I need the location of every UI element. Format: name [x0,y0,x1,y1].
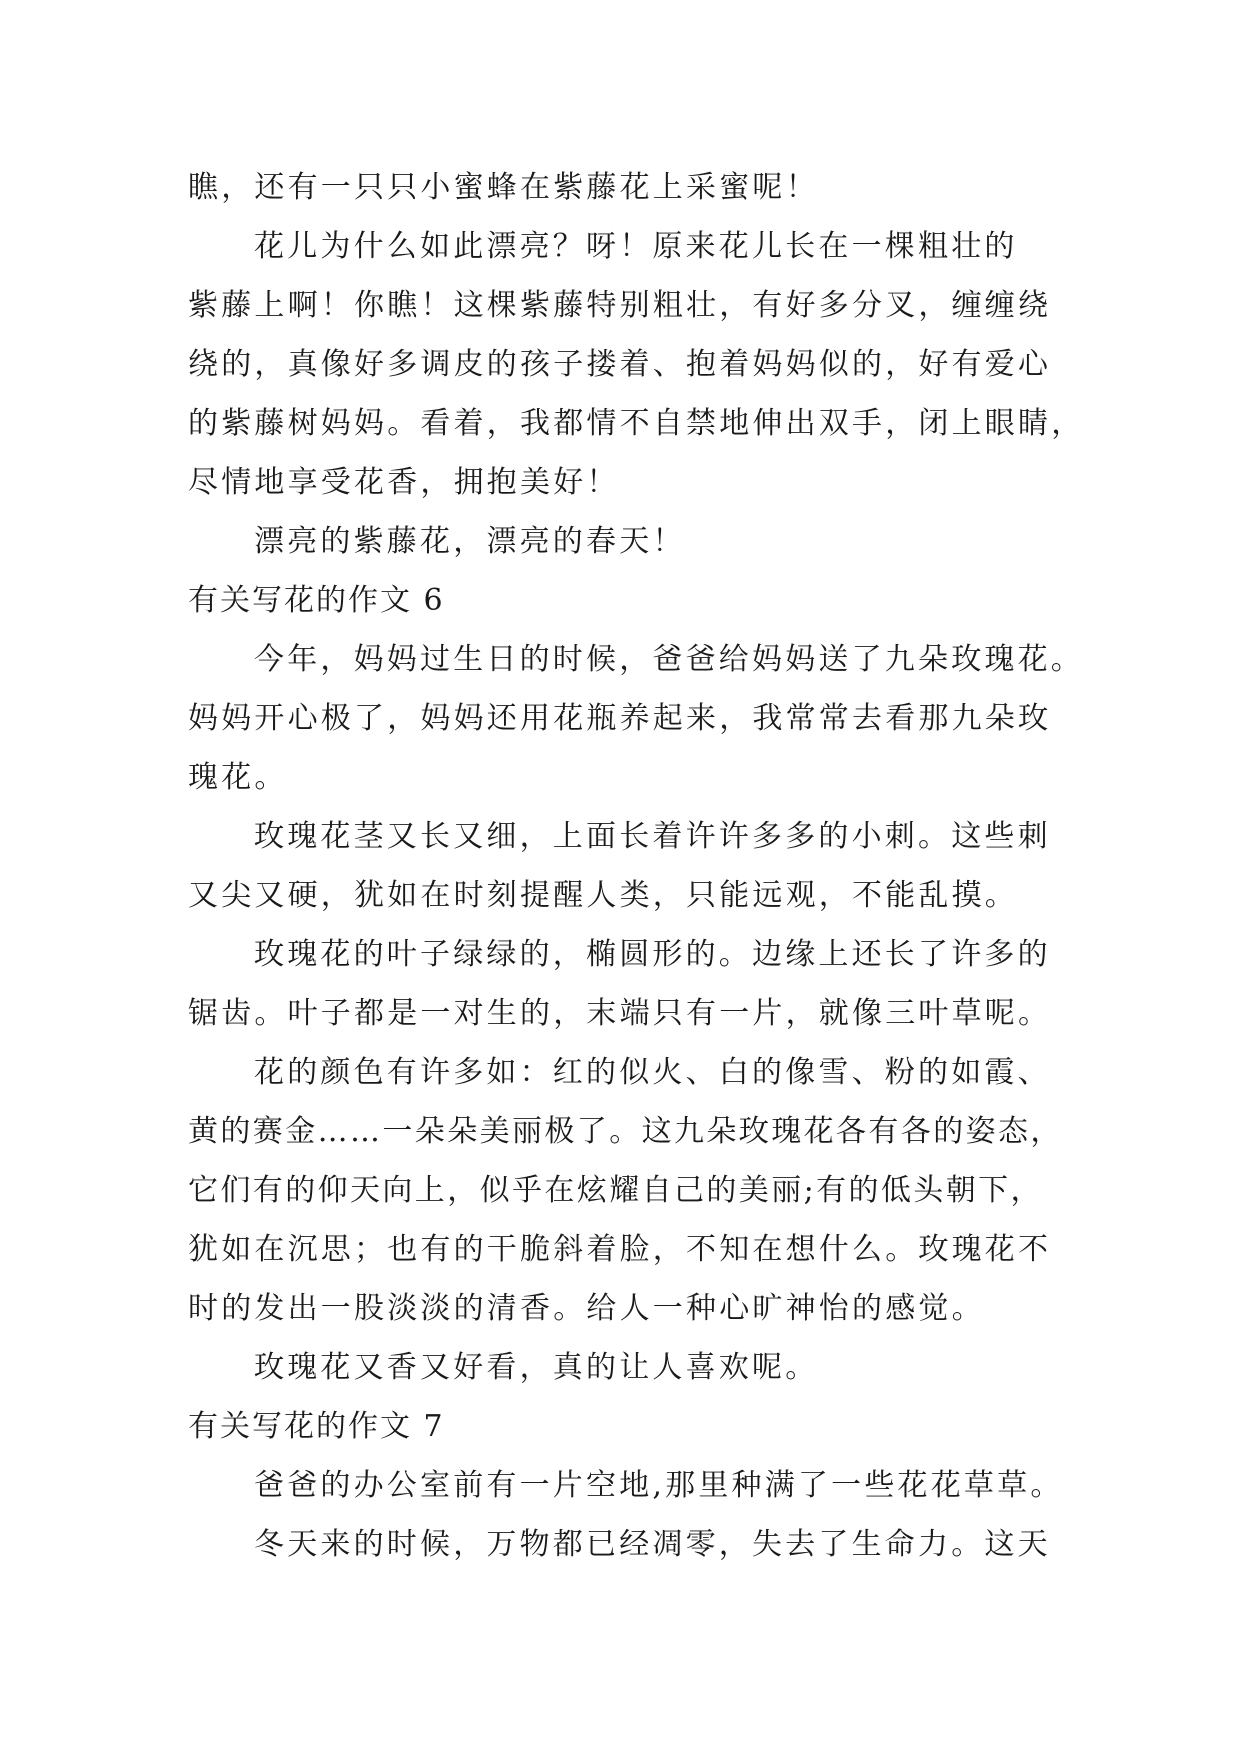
section-heading: 有关写花的作文 7 [188,1409,445,1444]
text-line: 犹如在沉思；也有的干脆斜着脸，不知在想什么。玫瑰花不 [188,1232,1052,1267]
paragraph-start: 漂亮的紫藤花，漂亮的春天！ [254,524,686,559]
text-line: 锯齿。叶子都是一对生的，末端只有一片，就像三叶草呢。 [188,996,1052,1031]
text-line: 瞧，还有一只只小蜜蜂在紫藤花上采蜜呢！ [188,170,819,205]
paragraph-start: 玫瑰花又香又好看，真的让人喜欢呢。 [254,1350,819,1385]
text-line: 瑰花。 [188,760,288,795]
paragraph-start: 花儿为什么如此漂亮？呀！原来花儿长在一棵粗壮的 [254,229,1018,264]
paragraph-start: 冬天来的时候，万物都已经凋零，失去了生命力。这天 [254,1527,1051,1562]
paragraph-start: 爸爸的办公室前有一片空地,那里种满了一些花花草草。 [254,1468,1064,1503]
paragraph-start: 今年，妈妈过生日的时候，爸爸给妈妈送了九朵玫瑰花。 [254,642,1084,677]
paragraph-start: 玫瑰花茎又长又细，上面长着许许多多的小刺。这些刺 [254,819,1051,854]
paragraph-start: 玫瑰花的叶子绿绿的，椭圆形的。边缘上还长了许多的 [254,937,1051,972]
text-line: 的紫藤树妈妈。看着，我都情不自禁地伸出双手，闭上眼睛， [188,406,1085,441]
document-body [188,158,1085,1574]
text-line: 黄的赛金……一朵朵美丽极了。这九朵玫瑰花各有各的姿态， [188,1114,1063,1149]
text-line: 绕的，真像好多调皮的孩子搂着、抱着妈妈似的，好有爱心 [188,347,1052,382]
text-line: 又尖又硬，犹如在时刻提醒人类，只能远观，不能乱摸。 [188,878,1018,913]
text-line: 妈妈开心极了，妈妈还用花瓶养起来，我常常去看那九朵玫 [188,701,1052,736]
paragraph-start: 花的颜色有许多如：红的似火、白的像雪、粉的如霞、 [254,1055,1051,1090]
text-line: 时的发出一股淡淡的清香。给人一种心旷神怡的感觉。 [188,1291,985,1326]
text-line: 尽情地享受花香，拥抱美好！ [188,465,620,500]
text-line: 紫藤上啊！你瞧！这棵紫藤特别粗壮，有好多分叉，缠缠绕 [188,288,1052,323]
section-heading: 有关写花的作文 6 [188,583,445,618]
text-line: 它们有的仰天向上，似乎在炫耀自己的美丽;有的低头朝下， [188,1173,1043,1208]
